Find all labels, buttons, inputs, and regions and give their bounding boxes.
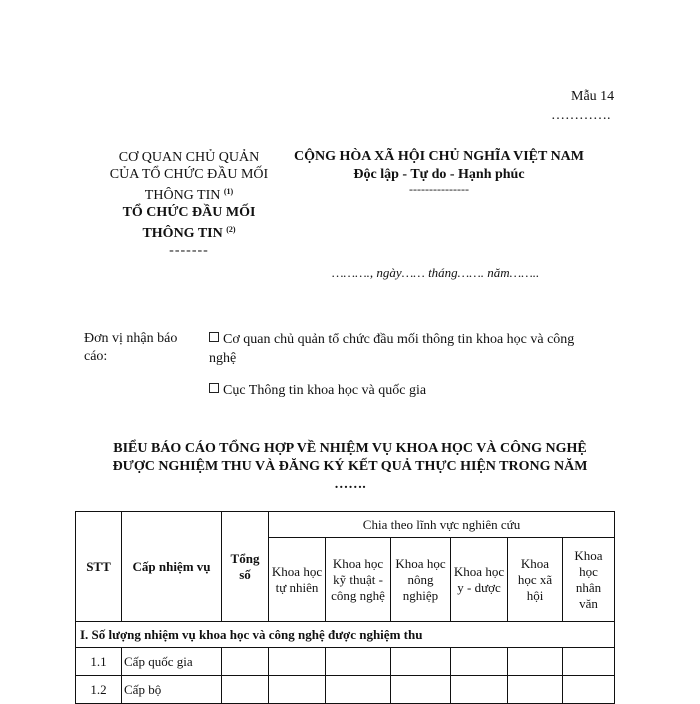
header-field-humanities: Khoa học nhân văn <box>563 538 615 622</box>
form-number-dots: …………. <box>551 108 611 123</box>
report-title-line-1: BIỂU BÁO CÁO TỔNG HỢP VỀ NHIỆM VỤ KHOA HỌC VÀ CÔNG NGHỆ <box>113 441 587 456</box>
section-1-title: I. Số lượng nhiệm vụ khoa học và công nghệ được nghiệm thu <box>76 622 615 648</box>
table-cell[interactable] <box>222 648 269 676</box>
row-stt: 1.1 <box>76 648 122 676</box>
row-label: Cấp bộ <box>122 676 222 704</box>
table-cell[interactable] <box>508 648 563 676</box>
checkbox-icon[interactable] <box>209 383 219 393</box>
form-number: Mẫu 14 <box>571 89 615 104</box>
header-field-engineering: Khoa học kỹ thuật - công nghệ <box>326 538 391 622</box>
header-task-level: Cấp nhiệm vụ <box>122 512 222 622</box>
report-title <box>80 440 620 494</box>
report-title-line-3: ……. <box>334 477 366 492</box>
header-field-social-sciences: Khoa học xã hội <box>508 538 563 622</box>
agency-line-3: THÔNG TIN <box>144 188 221 203</box>
header-total: Tổng số <box>222 512 269 622</box>
table-cell[interactable] <box>563 648 615 676</box>
row-label: Cấp quốc gia <box>122 648 222 676</box>
header-field-medicine: Khoa học y - dược <box>451 538 508 622</box>
org-line-1: TỔ CHỨC ĐẦU MỐI <box>122 205 256 220</box>
checkbox-icon[interactable] <box>209 332 219 342</box>
table-cell[interactable] <box>222 676 269 704</box>
report-table <box>75 511 615 704</box>
row-stt: 1.2 <box>76 676 122 704</box>
table-row <box>76 676 615 704</box>
national-motto: Độc lập - Tự do - Hạnh phúc <box>353 167 525 182</box>
header-stt: STT <box>76 512 122 622</box>
country-name: CỘNG HÒA XÃ HỘI CHỦ NGHĨA VIỆT NAM <box>293 149 584 164</box>
receiving-option-1-text: Cơ quan chủ quản tổ chức đầu mối thông tin khoa học và công nghệ <box>209 332 575 366</box>
org-line-2: THÔNG TIN <box>142 226 223 241</box>
table-cell[interactable] <box>269 676 326 704</box>
table-row <box>76 648 615 676</box>
table-cell[interactable] <box>269 648 326 676</box>
national-header <box>260 148 618 194</box>
table-cell[interactable] <box>326 676 391 704</box>
header-research-fields: Chia theo lĩnh vực nghiên cứu <box>269 512 615 538</box>
report-title-line-2: ĐƯỢC NGHIỆM THU VÀ ĐĂNG KÝ KẾT QUẢ THỰC HIỆN TRONG NĂM <box>112 459 588 474</box>
table-cell[interactable] <box>508 676 563 704</box>
footnote-marker-2: (2) <box>226 225 236 234</box>
table-cell[interactable] <box>391 648 451 676</box>
table-cell[interactable] <box>451 648 508 676</box>
agency-line-2: CỦA TỔ CHỨC ĐẦU MỐI <box>109 167 269 182</box>
receiving-unit-label: Đơn vị nhận báo cáo: <box>84 331 178 364</box>
receiving-option-2[interactable] <box>209 383 426 399</box>
table-cell[interactable] <box>391 676 451 704</box>
table-cell[interactable] <box>563 676 615 704</box>
receiving-option-2-text: Cục Thông tin khoa học và quốc gia <box>223 383 427 398</box>
table-cell[interactable] <box>451 676 508 704</box>
header-field-natural-sciences: Khoa học tự nhiên <box>269 538 326 622</box>
date-line: ………., ngày…… tháng……. năm…….. <box>332 265 540 280</box>
agency-line-1: CƠ QUAN CHỦ QUẢN <box>118 150 260 165</box>
table-cell[interactable] <box>326 648 391 676</box>
org-line-2-wrap <box>84 221 294 242</box>
header-field-agriculture: Khoa học nông nghiệp <box>391 538 451 622</box>
right-header-divider: --------------- <box>409 182 469 196</box>
receiving-option-1[interactable] <box>209 330 589 368</box>
footnote-marker-1: (1) <box>223 187 234 196</box>
left-header-divider: ------- <box>169 243 209 258</box>
